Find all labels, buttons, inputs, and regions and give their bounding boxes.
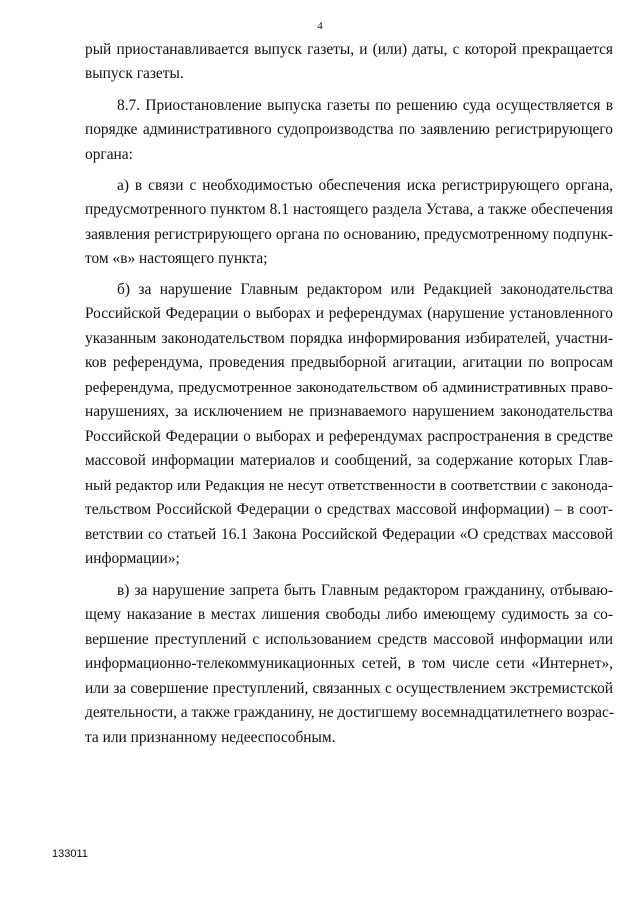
- text-line: указанным законодательством порядка информирования избирателей, участни-: [85, 330, 613, 347]
- text-line: 8.7. Приостановление выпуска газеты по решению суда осуществляется в: [117, 97, 613, 114]
- text-line: нарушениях, за исключением не признаваемого нарушением законодательства: [85, 403, 613, 420]
- text-line: деятельности, а также гражданину, не достигшему восемнадцатилетнего возрас-: [85, 704, 614, 721]
- text-line: выпуск газеты.: [85, 65, 184, 82]
- text-line: та или признанному недееспособным.: [85, 729, 336, 746]
- text-line: б) за нарушение Главным редактором или Редакцией законодательства: [117, 281, 613, 298]
- text-line: или за совершение преступлений, связанных с осуществлением экстремистской: [85, 680, 613, 697]
- text-line: том «в» настоящего пункта;: [85, 250, 268, 267]
- text-line: вершение преступлений с использованием средств массовой информации или: [85, 631, 613, 648]
- text-line: референдума, предусмотренное законодательством об административных право-: [85, 379, 613, 396]
- text-line: рый приостанавливается выпуск газеты, и (или) даты, с которой прекращается: [85, 41, 613, 58]
- text-line: ный редактор или Редакция не несут ответственности в соответствии с законода-: [85, 477, 613, 494]
- page-number: 4: [317, 20, 323, 32]
- text-line: ветствии со статьей 16.1 Закона Российской Федерации «О средствах массовой: [85, 526, 613, 543]
- text-line: порядке административного судопроизводства по заявлению регистрирующего: [85, 121, 613, 138]
- text-line: а) в связи с необходимостью обеспечения иска регистрирующего органа,: [117, 177, 613, 194]
- text-line: тельством Российской Федерации о средствах массовой информации) – в соот-: [85, 501, 613, 518]
- text-line: массовой информации материалов и сообщений, за содержание которых Глав-: [85, 452, 613, 469]
- text-line: в) за нарушение запрета быть Главным редактором гражданину, отбываю-: [117, 582, 613, 599]
- text-line: заявления регистрирующего органа по основанию, предусмотренному подпунк-: [85, 226, 613, 243]
- text-line: Российской Федерации о выборах и референдумах (нарушение установленного: [85, 305, 613, 322]
- text-line: щему наказание в местах лишения свободы либо имеющему судимость за со-: [85, 606, 613, 623]
- text-line: ков референдума, проведения предвыборной агитации, агитации по вопросам: [85, 354, 613, 371]
- text-line: информации»;: [85, 550, 180, 567]
- text-line: органа:: [85, 146, 133, 163]
- text-line: предусмотренного пунктом 8.1 настоящего раздела Устава, а также обеспечения: [85, 201, 613, 218]
- text-line: информационно-телекоммуникационных сетей, в том числе сети «Интернет»,: [85, 655, 613, 672]
- text-line: Российской Федерации о выборах и референдумах распространения в средстве: [85, 428, 613, 445]
- footer-code: 133011: [52, 848, 88, 860]
